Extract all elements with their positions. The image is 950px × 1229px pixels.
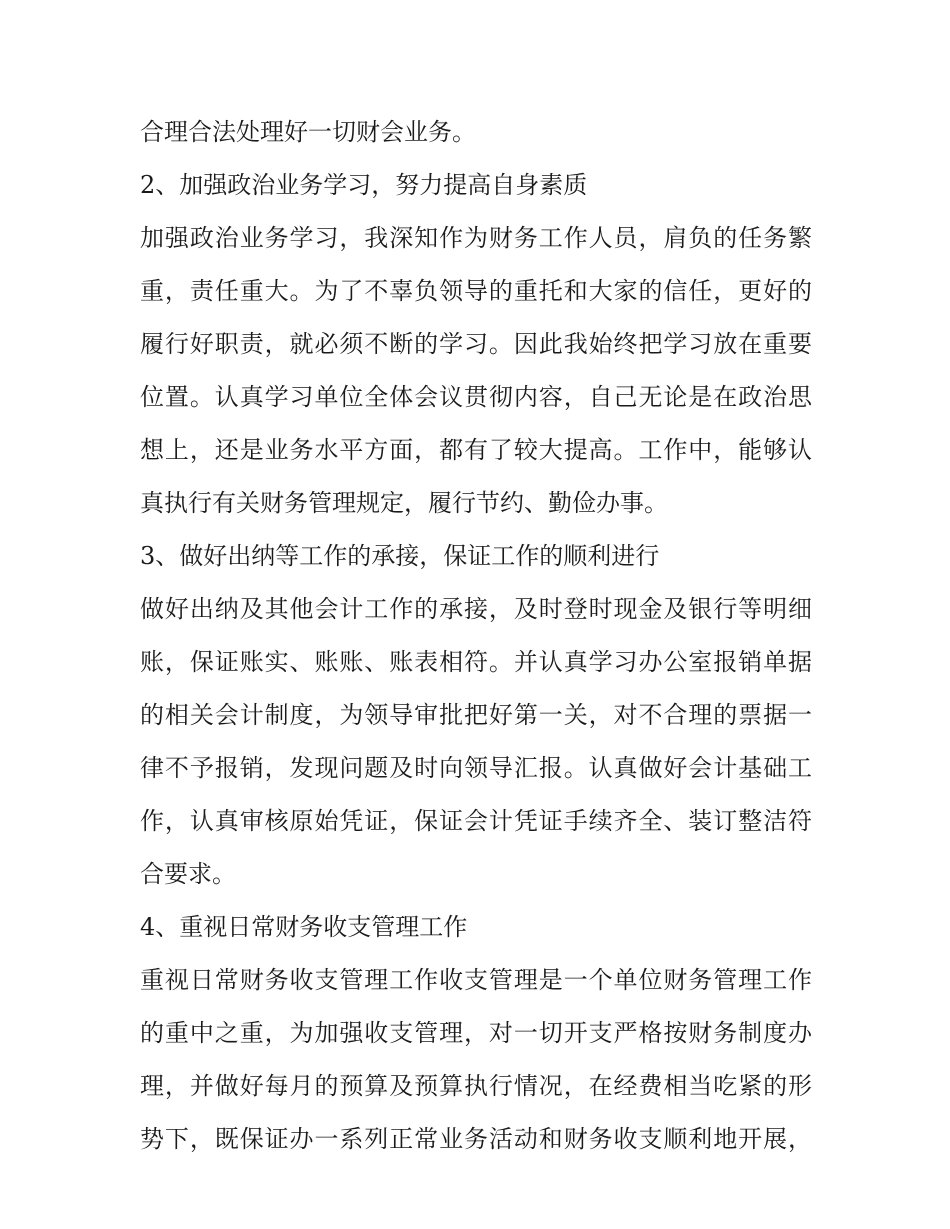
paragraph-line: 势下，既保证办一系列正常业务活动和财务收支顺利地开展， xyxy=(140,1125,812,1153)
paragraph-line: 位置。认真学习单位全体会议贯彻内容，自己无论是在政治思 xyxy=(140,383,812,411)
paragraph-line: 的重中之重，为加强收支管理，对一切开支严格按财务制度办 xyxy=(140,1019,812,1047)
document-body xyxy=(140,106,812,1166)
paragraph-line-end: 合要求。 xyxy=(140,860,236,888)
paragraph-line: 加强政治业务学习，我深知作为财务工作人员，肩负的任务繁 xyxy=(140,224,812,252)
paragraph-line: 重，责任重大。为了不辜负领导的重托和大家的信任，更好的 xyxy=(140,277,812,305)
paragraph-line: 作，认真审核原始凭证，保证会计凭证手续齐全、装订整洁符 xyxy=(140,807,812,835)
paragraph-line-end: 合理合法处理好一切财会业务。 xyxy=(140,118,476,146)
paragraph-line: 重视日常财务收支管理工作收支管理是一个单位财务管理工作 xyxy=(140,966,812,994)
section-heading-4: 4、重视日常财务收支管理工作 xyxy=(140,913,468,941)
paragraph-line: 履行好职责，就必须不断的学习。因此我始终把学习放在重要 xyxy=(140,330,812,358)
paragraph-line: 的相关会计制度，为领导审批把好第一关，对不合理的票据一 xyxy=(140,701,812,729)
paragraph-line-end: 真执行有关财务管理规定，履行节约、勤俭办事。 xyxy=(140,489,668,517)
section-heading-2: 2、加强政治业务学习，努力提高自身素质 xyxy=(140,171,588,199)
section-heading-3: 3、做好出纳等工作的承接，保证工作的顺利进行 xyxy=(140,542,660,570)
paragraph-line: 做好出纳及其他会计工作的承接，及时登时现金及银行等明细 xyxy=(140,595,812,623)
paragraph-line: 律不予报销，发现问题及时向领导汇报。认真做好会计基础工 xyxy=(140,754,812,782)
paragraph-line: 理，并做好每月的预算及预算执行情况，在经费相当吃紧的形 xyxy=(140,1072,812,1100)
paragraph-line: 想上，还是业务水平方面，都有了较大提高。工作中，能够认 xyxy=(140,436,812,464)
paragraph-line: 账，保证账实、账账、账表相符。并认真学习办公室报销单据 xyxy=(140,648,812,676)
